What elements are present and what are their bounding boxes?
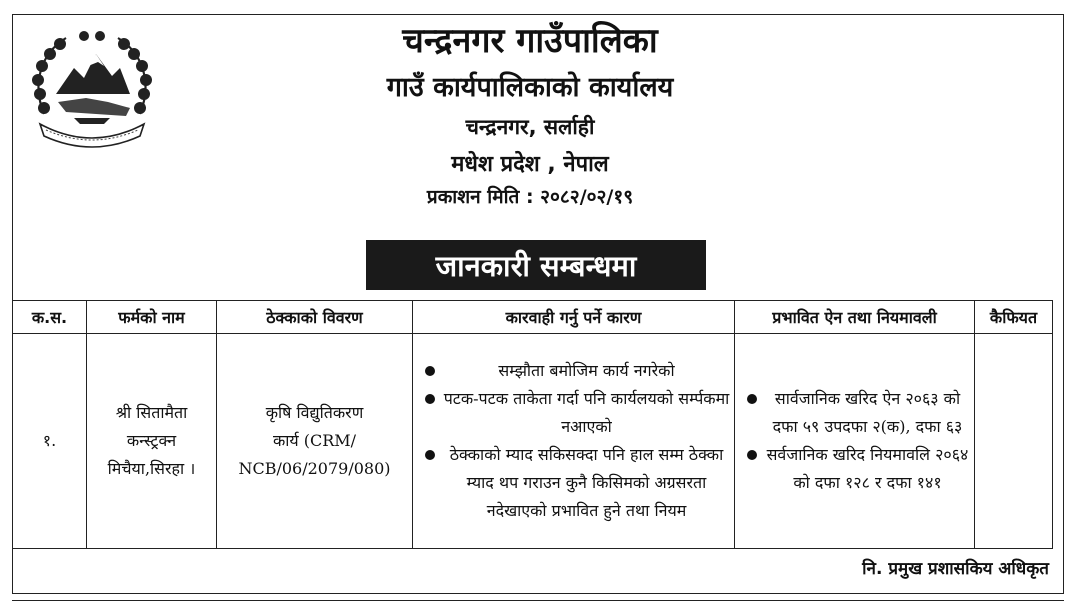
col-contract-details: ठेक्काको विवरण [217,301,413,334]
firm-line: कन्स्ट्रक्न [126,431,177,450]
signatory-title: नि. प्रमुख प्रशासकिय अधिकृत [862,559,1049,579]
reason-item: पटक-पटक ताकेता गर्दा पनि कार्यलयको सर्म्पकमा नआएको [423,385,730,441]
col-affected-law: प्रभावित ऐन तथा नियमावली [735,301,975,334]
nepal-emblem-icon [26,24,158,152]
notice-banner: जानकारी सम्बन्धमा [366,240,706,290]
reason-item: सम्झौता बमोजिम कार्य नगरेको [423,357,730,385]
cell-firm-name [87,334,217,549]
office-address: चन्द्रनगर, सर्लाही [465,115,595,139]
municipality-name: चन्द्रनगर गाउँपालिका [402,21,658,61]
firm-line: श्री सितामैता [115,403,188,422]
col-serial: क.स. [13,301,87,334]
cell-contract-details [217,334,413,549]
published-date: प्रकाशन मिति : २०८२/०२/१९ [426,186,634,208]
cell-serial: १. [13,334,87,549]
reason-item: ठेक्काको म्याद सकिसक्दा पनि हाल सम्म ठेक्का म्याद थप गराउन कुनै किसिमको अग्रसरता नदेखाएको प्रभावित हुने तथा नियम [423,441,730,525]
contract-line: कृषि विद्युतिकरण [265,403,364,422]
bottom-divider [12,600,1064,601]
col-firm-name: फर्मको नाम [87,301,217,334]
province-country: मधेश प्रदेश , नेपाल [451,152,609,177]
col-action-reason: कारवाही गर्नु पर्ने कारण [413,301,735,334]
table-row [13,334,1053,549]
table-header-row [13,301,1053,334]
notice-table [12,300,1053,549]
contract-line: कार्य (CRM/ [272,431,357,450]
office-name: गाउँ कार्यपालिकाको कार्यालय [386,72,674,103]
law-item: सर्वजानिक खरिद नियमावलि २०६४ को दफा १२८ र दफा १४१ [745,441,970,497]
contract-line: NCB/06/2079/080) [238,459,391,478]
cell-action-reason [413,334,735,549]
office-header [160,16,900,207]
firm-line: मिचैया,सिरहा । [107,459,196,478]
cell-affected-law [735,334,975,549]
law-item: सार्वजानिक खरिद ऐन २०६३ को दफा ५९ उपदफा २(क), दफा ६३ [745,385,970,441]
col-remarks: कैफियत [975,301,1053,334]
cell-remarks [975,334,1053,549]
